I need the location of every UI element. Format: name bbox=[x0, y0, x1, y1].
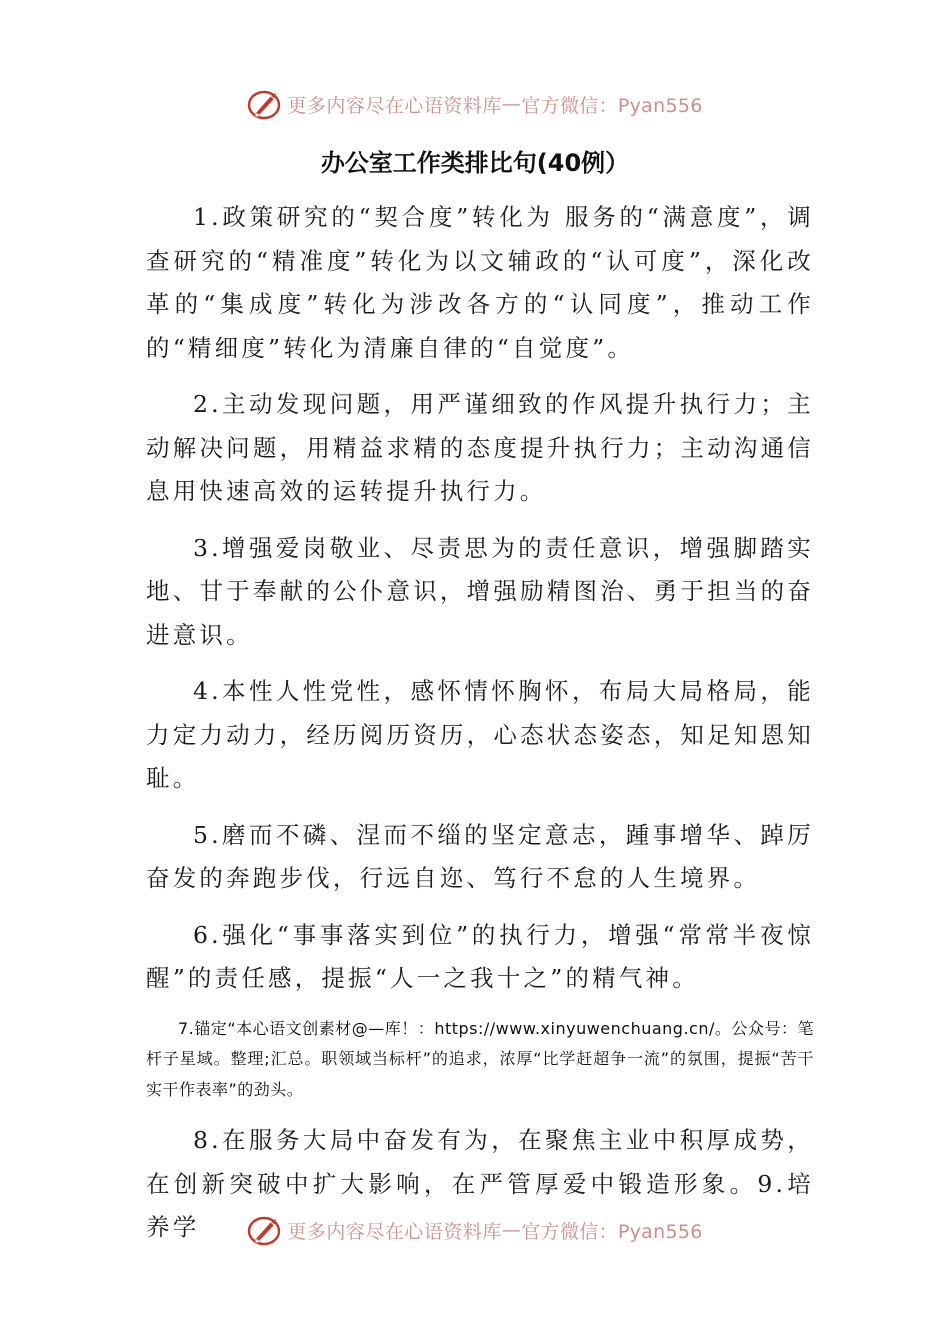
document-title: 办公室工作类排比句(40例） bbox=[320, 149, 630, 177]
paragraph-8: 8.在服务大局中奋发有为，在聚焦主业中积厚成势，在创新突破中扩大影响，在严管厚爱中锻造形象。9.培养学 bbox=[146, 1126, 814, 1241]
banner-dash: — bbox=[501, 1219, 522, 1241]
footer-banner bbox=[0, 1210, 950, 1250]
banner-brand-text: 更多内容尽在心语资料库 bbox=[287, 94, 502, 117]
paragraph-4: 4.本性人性党性，感怀情怀胸怀，布局大局格局，能力定力动力，经历阅历资历，心态状态姿态，知足知恩知耻。 bbox=[146, 677, 814, 792]
paragraph-3: 3.增强爱岗敬业、尽责思为的责任意识，增强脚踏实地、甘于奉献的公仆意识，增强励精图治、勇于担当的奋进意识。 bbox=[146, 533, 814, 649]
paragraph-2: 2.主动发现问题，用严谨细致的作风提升执行力；主动解决问题，用精益求精的态度提升执行力；主动沟通信息用快速高效的运转提升执行力。 bbox=[146, 390, 814, 505]
banner-wechat-text: 官方微信：Pyan556 bbox=[521, 94, 703, 117]
banner-brand-text: 更多内容尽在心语资料库 bbox=[287, 1220, 502, 1243]
paragraph-6: 6.强化“事事落实到位”的执行力，增强“常常半夜惊醒”的责任感，提振“人一之我十之”的精气神。 bbox=[146, 920, 814, 992]
paragraph-5: 5.磨而不磷、涅而不缁的坚定意志，踵事增华、踔厉奋发的奔跑步伐，行远自迩、笃行不怠的人生境界。 bbox=[146, 820, 814, 892]
paragraph-1: 1.政策研究的“契合度”转化为 服务的“满意度”，调查研究的“精准度”转化为以文辅政的“认可度”，深化改革的“集成度”转化为涉改各方的“认同度”，推动工作的“精细度”转化为清廉自律的“自觉度”。 bbox=[146, 203, 814, 362]
pen-nib-logo-icon bbox=[247, 1213, 283, 1247]
header-banner bbox=[0, 84, 950, 124]
pen-nib-logo-icon bbox=[247, 87, 283, 121]
document-body bbox=[146, 196, 814, 1263]
paragraph-7: 7.锚定“本心语文创素材@—库！：https://www.xinyuwenchuang.cn/。公众号：笔杆子星域。整理;汇总。职领域当标杆”的追求，浓厚“比学赶超争一流”的氛围，提振“苦干实干作表率”的劲头。 bbox=[146, 1018, 814, 1099]
banner-wechat-text: 官方微信：Pyan556 bbox=[521, 1220, 703, 1243]
banner-dash: — bbox=[501, 93, 522, 115]
